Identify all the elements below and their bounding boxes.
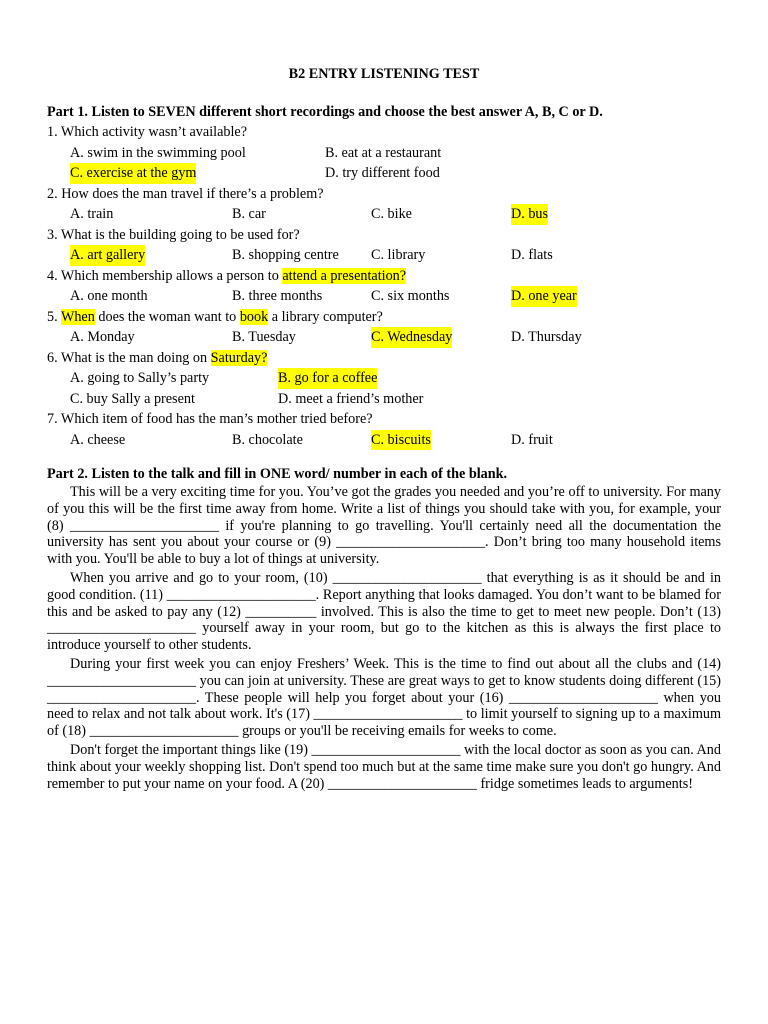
answer-option-c: C. biscuits [371,430,431,451]
passage-paragraph: During your first week you can enjoy Freshers’ Week. This is the time to find out about all the clubs and (14) _____________________ you can join at university. These are great ways to get to know students doing different (15) _____________________. These people will help you forget about your (16) _____________________ when you need to relax and not talk about work. It's (17) _____________________ to limit yourself to signing up to a maximum of (18) _____________________ groups or you'll be receiving emails for weeks to come. [47,655,721,740]
answer-option-b: B. shopping centre [232,247,339,263]
page-title: B2 ENTRY LISTENING TEST [288,66,480,82]
question-1 [47,122,721,143]
question-7 [47,409,721,430]
passage-paragraph: When you arrive and go to your room, (10) _____________________ that everything is as it should be and in good condition. (11) _____________________. Report anything that looks damaged. You don’t want to be blamed for this and be asked to pay any (12) __________ involved. This is also the time to get to meet new people. Don’t (13) _____________________ yourself away in your room, but go to the kitchen as this is always the first place to introduce yourself to other students. [47,569,721,654]
question-number: 5. [47,308,58,325]
answer-options-row [47,389,721,410]
passage-paragraph: Don't forget the important things like (19) _____________________ with the local doctor as soon as you can. And think about your weekly shopping list. Don't spend too much but at the same time make sure you don't go hungry. And remember to put your name on your food. A (20) _____________________ fridge sometimes leads to arguments! [47,741,721,792]
answer-options-row [47,368,721,389]
question-text: What is the man doing on [57,349,211,366]
answer-option-a: A. Monday [70,329,135,345]
question-number: 1. [47,124,58,140]
answer-option-d: D. bus [511,204,548,225]
question-text: does the woman want to [94,308,240,325]
answer-option-c: C. exercise at the gym [70,163,196,184]
answer-option-c: C. Wednesday [371,327,452,348]
question-text: Which membership allows a person to [57,267,283,284]
answer-option-a: A. cheese [70,431,126,448]
answer-option-a: A. one month [70,288,148,304]
answer-option-a: A. going to Sally’s party [70,370,210,386]
question-4 [47,266,721,287]
question-text: What is the building going to be used for? [57,226,300,243]
question-number: 2. [47,185,58,202]
part1-heading: Part 1. Listen to SEVEN different short recordings and choose the best answer A, B, C or D. [47,104,603,120]
question-text: Which activity wasn’t available? [57,124,248,140]
question-5 [47,307,721,328]
question-text: a library computer? [268,308,383,325]
answer-option-d: D. try different food [325,165,440,181]
question-text-highlighted: Saturday? [210,349,268,366]
answer-option-c: C. buy Sally a present [70,390,195,407]
answer-option-a: A. swim in the swimming pool [70,144,246,161]
answer-option-b: B. three months [232,288,323,304]
document-page [47,64,721,792]
answer-option-d: D. flats [511,247,553,263]
passage-paragraph: This will be a very exciting time for you. You’ve got the grades you needed and you’re off to university. For many of you this will be the first time away from home. Write a list of things you should take with you, for example, your (8) _____________________ if you're planning to go travelling. You'll certainly need all the documentation the university has sent you about your course or (9) _____________________. Don’t bring too many household items with you. You'll be able to buy a lot of things at university. [47,484,721,568]
answer-option-b: B. eat at a restaurant [325,144,442,161]
question-2 [47,184,721,205]
part2-heading: Part 2. Listen to the talk and fill in ONE word/ number in each of the blank. [47,466,508,482]
answer-option-b: B. car [232,206,266,222]
answer-options-row [47,245,721,266]
answer-options-row [47,143,721,164]
answer-option-d: D. meet a friend’s mother [278,390,424,407]
answer-options-row [47,163,721,184]
question-number: 3. [47,226,58,243]
question-text: Which item of food has the man’s mother tried before? [57,411,373,427]
question-number: 6. [47,349,58,366]
question-text-highlighted: When [60,308,95,325]
answer-option-d: D. one year [511,286,577,307]
answer-option-c: C. bike [371,206,412,222]
part1-questions [47,122,721,450]
answer-option-b: B. Tuesday [232,329,296,345]
answer-option-a: A. art gallery [70,245,145,266]
question-number: 4. [47,267,58,284]
question-text: How does the man travel if there’s a problem? [57,185,324,202]
question-6 [47,348,721,369]
question-3 [47,225,721,246]
answer-option-d: D. fruit [511,431,553,448]
answer-option-c: C. library [371,247,426,263]
question-number: 7. [47,411,58,427]
answer-options-row [47,286,721,307]
answer-options-row [47,327,721,348]
answer-option-d: D. Thursday [511,329,582,345]
answer-option-a: A. train [70,206,114,222]
part2-passage [47,484,721,792]
question-text-highlighted: book [239,308,269,325]
question-text-highlighted: attend a presentation? [282,267,407,284]
answer-option-b: B. go for a coffee [278,368,377,389]
answer-options-row [47,204,721,225]
answer-option-b: B. chocolate [232,431,303,448]
answer-option-c: C. six months [371,288,450,304]
answer-options-row [47,430,721,451]
